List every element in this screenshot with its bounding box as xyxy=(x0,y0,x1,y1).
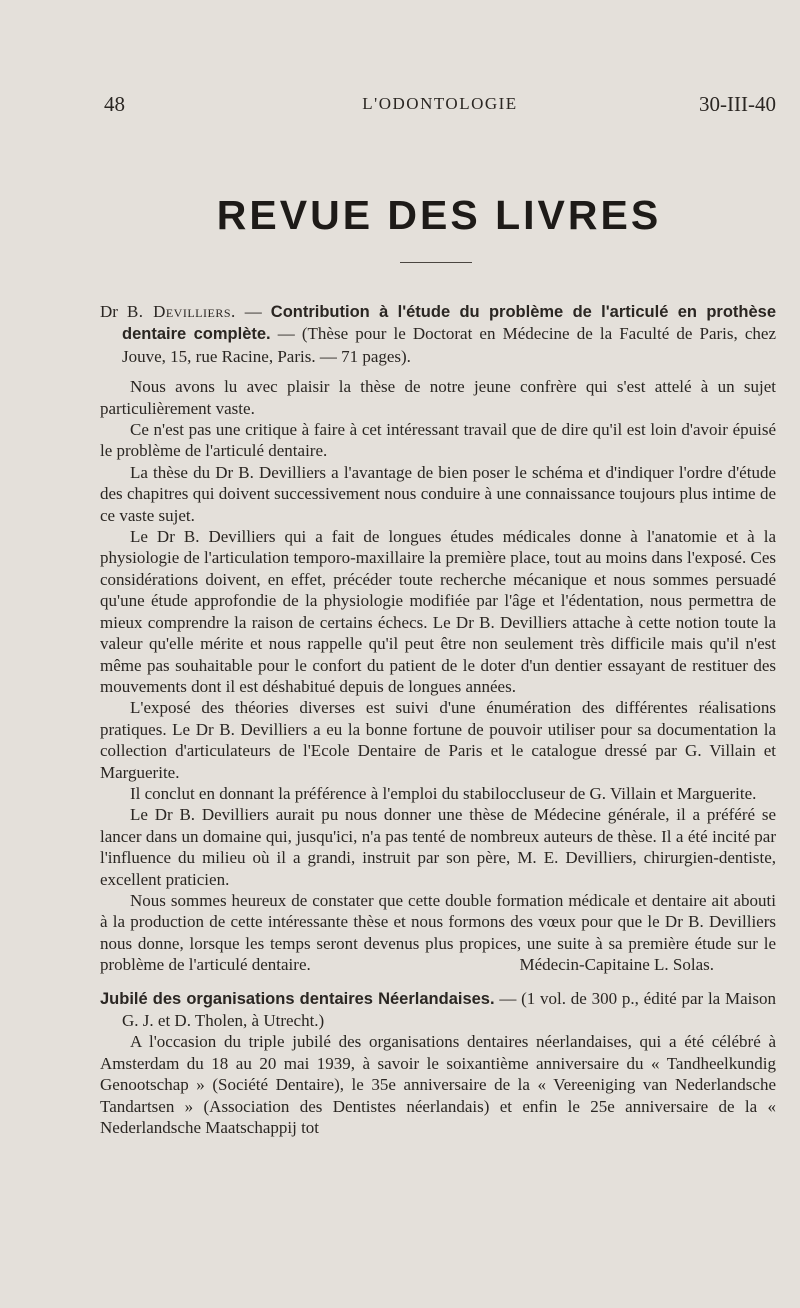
book-info: — (1 vol. de 300 p., édité par la Maison G. J. et D. Tholen, à Utrecht.) xyxy=(122,988,776,1031)
review-1-citation xyxy=(100,301,776,367)
running-header xyxy=(104,92,776,120)
book-title: Jubilé des organisations dentaires Néerlandaises. xyxy=(100,989,495,1008)
journal-title: L'ODONTOLOGIE xyxy=(362,94,518,113)
review-entry-2 xyxy=(100,988,776,1139)
review-2-paragraph: A l'occasion du triple jubilé des organisations dentaires néerlandaises, qui a été célébré à Amsterdam du 18 au 20 mai 1939, à savoir le soixantième anniversaire du « Tandheelkundig Genootschap » (Société Dentaire), le 35e anniversaire de la « Vereeniging van Nederlandsche Tandartsen » (Association des Dentistes néerlandais) et enfin le 25e anniversaire de la « Nederlandsche Maatschappij tot xyxy=(100,1032,776,1138)
section-title: REVUE DES LIVRES xyxy=(216,192,662,238)
citation-dash: — xyxy=(235,302,271,321)
review-1-paragraph: Ce n'est pas une critique à faire à cet intéressant travail que de dire qu'il est loin d'avoir épuisé le problème de l'articulé dentaire. xyxy=(100,420,776,461)
author-prefix: Dr xyxy=(100,302,118,321)
issue-date: 30-III-40 xyxy=(699,92,776,116)
review-1-paragraph: L'exposé des théories diverses est suivi d'une énumération des différentes réalisations pratiques. Le Dr B. Devilliers a eu la bonne fortune de pouvoir utiliser pour sa documentation la collection d'articulateurs de l'Ecole Dentaire de Paris et le catalogue dressé par G. Villain et Marguerite. xyxy=(100,698,776,782)
book-info: — (Thèse pour le Doctorat en Médecine de la Faculté de Paris, chez Jouve, 15, rue Racine, Paris. — 71 pages). xyxy=(122,324,776,366)
page-number: 48 xyxy=(104,92,125,116)
title-rule xyxy=(400,262,472,263)
article-body xyxy=(100,301,776,1138)
review-1-paragraph: Le Dr B. Devilliers aurait pu nous donner une thèse de Médecine générale, il a préféré se lancer dans un domaine qui, jusqu'ici, n'a pas tenté de nombreux auteurs de thèse. Il a été incité par l'influence du milieu où il a grandi, instruit par son père, M. E. Devilliers, chirurgien-dentiste, excellent praticien. xyxy=(100,805,776,889)
review-1-paragraph: Le Dr B. Devilliers qui a fait de longues études médicales donne à l'anatomie et à la physiologie de l'articulation temporo-maxillaire la première place, tout au moins dans l'exposé. Ces considérations doivent, en effet, précéder toute recherche mécanique et nous sommes persuadé qu'une étude approfondie de la physiologie modifiée par l'âge et l'édentation, nous permettra de mieux comprendre la raison de certains échecs. Le Dr B. Devilliers attache à cette notion toute la valeur qu'elle mérite et nous rappelle qu'il peut être non seulement très difficile mais qu'il n'est même pas souhaitable pour le confort du patient de le doter d'un dentier essayant de restituer des mouvements dont il est déshabitué depuis de longues années. xyxy=(100,527,776,696)
review-1-paragraph: Nous avons lu avec plaisir la thèse de notre jeune confrère qui s'est attelé à un sujet particulièrement vaste. xyxy=(100,377,776,418)
review-1-paragraph: Il conclut en donnant la préférence à l'emploi du stabiloccluseur de G. Villain et Marguerite. xyxy=(130,783,757,803)
review-1-paragraph: La thèse du Dr B. Devilliers a l'avantage de bien poser le schéma et d'indiquer l'ordre d'étude des chapitres qui doivent successivement nous conduire à une connaissance toujours plus intime de ce vaste sujet. xyxy=(100,462,776,525)
book-title: Contribution à l'étude du problème de l'articulé en prothèse dentaire complète. xyxy=(122,303,777,344)
review-1-signature: Médecin-Capitaine L. Solas. xyxy=(519,955,714,975)
review-1-paragraph: Nous sommes heureux de constater que cette double formation médicale et dentaire ait abouti à la production de cette intéressante thèse et nous formons des vœux pour que le Dr B. Devilliers nous donne, lorsque les temps seront devenus plus propices, une suite à sa première étude sur le problème de l'articulé dentaire. xyxy=(100,890,776,975)
review-2-citation xyxy=(100,988,776,1032)
author-name: B. Devilliers. xyxy=(126,302,236,321)
review-entry-1 xyxy=(100,301,776,976)
